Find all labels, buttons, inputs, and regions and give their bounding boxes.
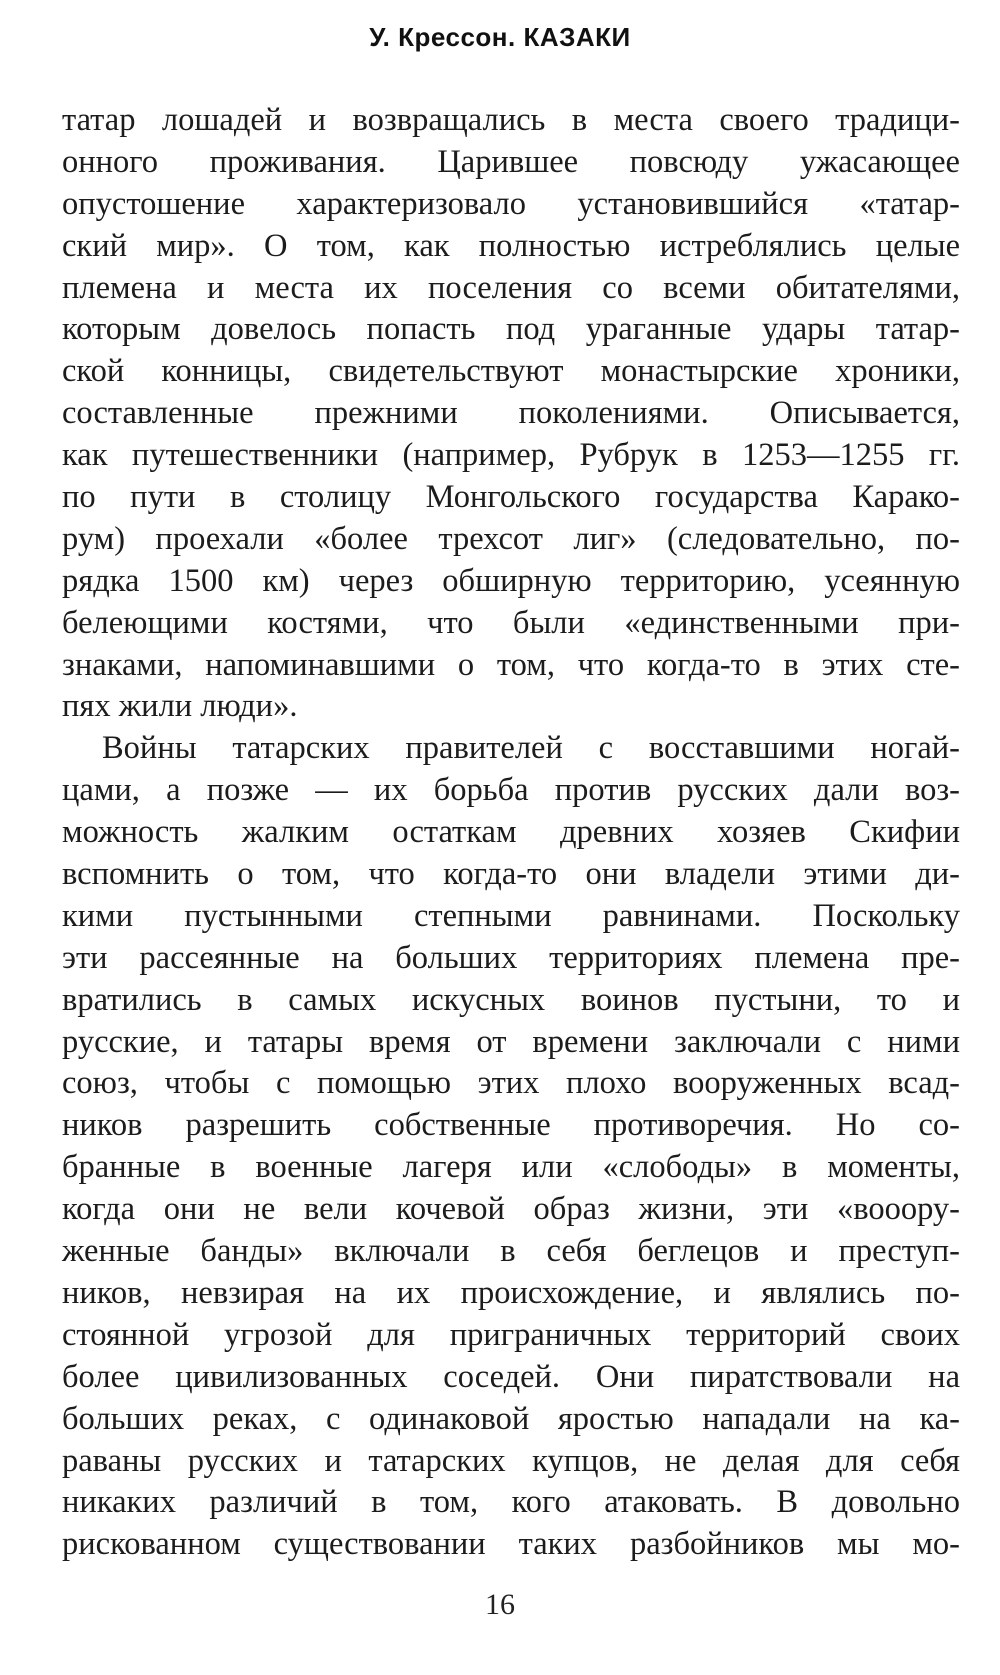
page-number: 16	[485, 1588, 515, 1621]
running-header	[0, 22, 1000, 53]
text-line: знаками, напоминавшими о том, что когда-то в этих сте-	[62, 646, 960, 683]
text-line: можность жалким остаткам древних хозяев Скифии	[62, 814, 960, 851]
text-line: ский мир». О том, как полностью истреблялись целые	[62, 227, 960, 264]
body-text	[62, 100, 960, 1566]
text-line: никаких различий в том, кого атаковать. В довольно	[62, 1484, 960, 1521]
text-line: по пути в столицу Монгольского государства Карако-	[62, 479, 960, 516]
text-line: рум) проехали «более трехсот лиг» (следовательно, по-	[62, 520, 960, 557]
text-line: татар лошадей и возвращались в места своего традици-	[62, 102, 960, 138]
text-line: рядка 1500 км) через обширную территорию, усеянную	[62, 562, 960, 599]
text-line: цами, а позже — их борьба против русских дали воз-	[62, 772, 960, 809]
text-line: опустошение характеризовало установившийся «татар-	[62, 185, 960, 222]
paragraph	[62, 100, 960, 728]
text-line: союз, чтобы с помощью этих плохо вооруженных всад-	[62, 1065, 960, 1102]
text-line: женные банды» включали в себя беглецов и преступ-	[62, 1233, 960, 1270]
text-line: белеющими костями, что были «единственными при-	[62, 604, 960, 641]
text-line: более цивилизованных соседей. Они пиратствовали на	[62, 1358, 960, 1395]
text-line: эти рассеянные на больших территориях племена пре-	[62, 939, 960, 976]
text-line: как путешественники (например, Рубрук в 1253—1255 гг.	[62, 437, 960, 474]
text-line: Войны татарских правителей с восставшими ногай-	[102, 730, 960, 767]
header-title: КАЗАКИ	[523, 22, 631, 52]
text-line: ников, невзирая на их происхождение, и являлись по-	[62, 1274, 960, 1311]
text-line: пях жили люди».	[62, 688, 298, 725]
text-line: онного проживания. Царившее повсюду ужасающее	[62, 143, 960, 180]
text-line: которым довелось попасть под ураганные удары татар-	[62, 311, 960, 348]
header-author: У. Крессон.	[369, 22, 516, 52]
text-line: племена и места их поселения со всеми обитателями,	[62, 269, 960, 306]
text-line: больших реках, с одинаковой яростью нападали на ка-	[62, 1400, 960, 1437]
text-line: раваны русских и татарских купцов, не делая для себя	[62, 1442, 960, 1479]
text-line: кими пустынными степными равнинами. Поскольку	[62, 897, 960, 934]
text-line: когда они не вели кочевой образ жизни, эти «вооору-	[62, 1191, 960, 1228]
text-line: стоянной угрозой для приграничных территорий своих	[62, 1316, 960, 1353]
text-line: бранные в военные лагеря или «слободы» в моменты,	[62, 1149, 960, 1186]
text-line: ников разрешить собственные противоречия. Но со-	[62, 1107, 960, 1144]
text-line: ской конницы, свидетельствуют монастырские хроники,	[62, 353, 960, 390]
text-line: составленные прежними поколениями. Описывается,	[62, 395, 960, 432]
text-line: рискованном существовании таких разбойников мы мо-	[62, 1526, 960, 1563]
paragraph	[62, 728, 960, 1566]
text-line: вратились в самых искусных воинов пустыни, то и	[62, 981, 960, 1018]
text-line: вспомнить о том, что когда-то они владели этими ди-	[62, 856, 960, 893]
text-line: русские, и татары время от времени заключали с ними	[62, 1023, 960, 1060]
